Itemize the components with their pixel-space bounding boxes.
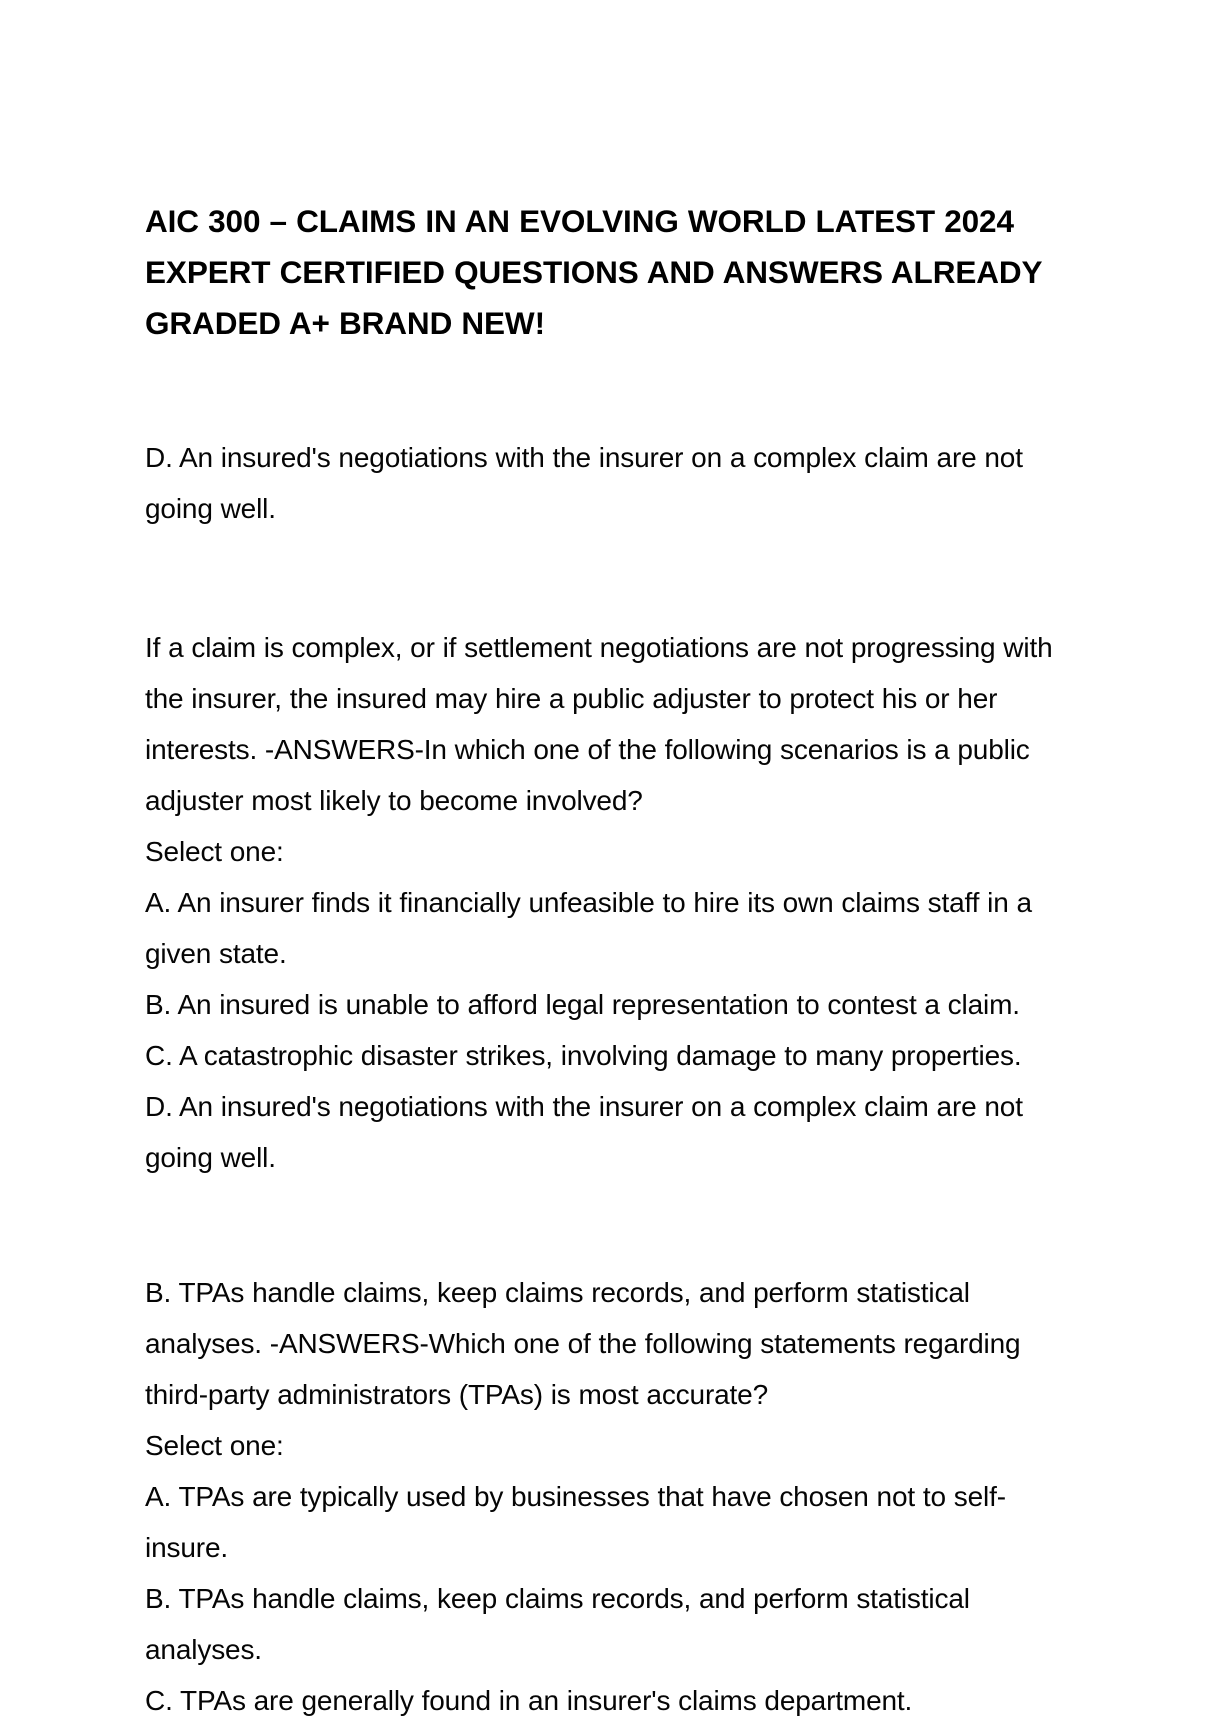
question-2-option-b[interactable]: B. TPAs handle claims, keep claims records, and perform statistical analyses. <box>145 1583 970 1665</box>
document-title <box>145 196 1057 349</box>
question-block-2 <box>145 1267 1057 1726</box>
document-title-line-2: EXPERT CERTIFIED QUESTIONS AND ANSWERS ALREADY <box>145 254 1043 290</box>
question-block-1 <box>145 622 1057 1183</box>
document-title-line-3: GRADED A+ BRAND NEW! <box>145 305 545 341</box>
question-2-select-label: Select one: <box>145 1430 284 1461</box>
question-2-option-a[interactable]: A. TPAs are typically used by businesses that have chosen not to self-insure. <box>145 1481 1006 1563</box>
stub-question-spacer <box>145 534 1057 622</box>
question-2-option-c[interactable]: C. TPAs are generally found in an insurer's claims department. <box>145 1685 913 1716</box>
question-1-option-b[interactable]: B. An insured is unable to afford legal representation to contest a claim. <box>145 989 1020 1020</box>
answer-stub-paragraph: D. An insured's negotiations with the insurer on a complex claim are not going well. <box>145 442 1023 524</box>
title-body-spacer <box>145 349 1057 432</box>
document-title-line-1: AIC 300 – CLAIMS IN AN EVOLVING WORLD LATEST 2024 <box>145 203 1014 239</box>
question-section-spacer <box>145 1183 1057 1267</box>
question-1-answer-prompt: If a claim is complex, or if settlement negotiations are not progressing with the insurer, the insured may hire a public adjuster to protect his or her interests. -ANSWERS-In which one of the following scenarios is a public adjuster most likely to become involved? <box>145 632 1053 816</box>
question-2-answer-prompt: B. TPAs handle claims, keep claims records, and perform statistical analyses. -ANSWERS-Which one of the following statements regarding third-party administrators (TPAs) is most accurate? <box>145 1277 1021 1410</box>
question-1-option-a[interactable]: A. An insurer finds it financially unfeasible to hire its own claims staff in a given state. <box>145 887 1032 969</box>
question-1-select-label: Select one: <box>145 836 284 867</box>
question-1-option-d[interactable]: D. An insured's negotiations with the insurer on a complex claim are not going well. <box>145 1091 1023 1173</box>
document-content <box>145 196 1057 1726</box>
question-1-option-c[interactable]: C. A catastrophic disaster strikes, involving damage to many properties. <box>145 1040 1022 1071</box>
